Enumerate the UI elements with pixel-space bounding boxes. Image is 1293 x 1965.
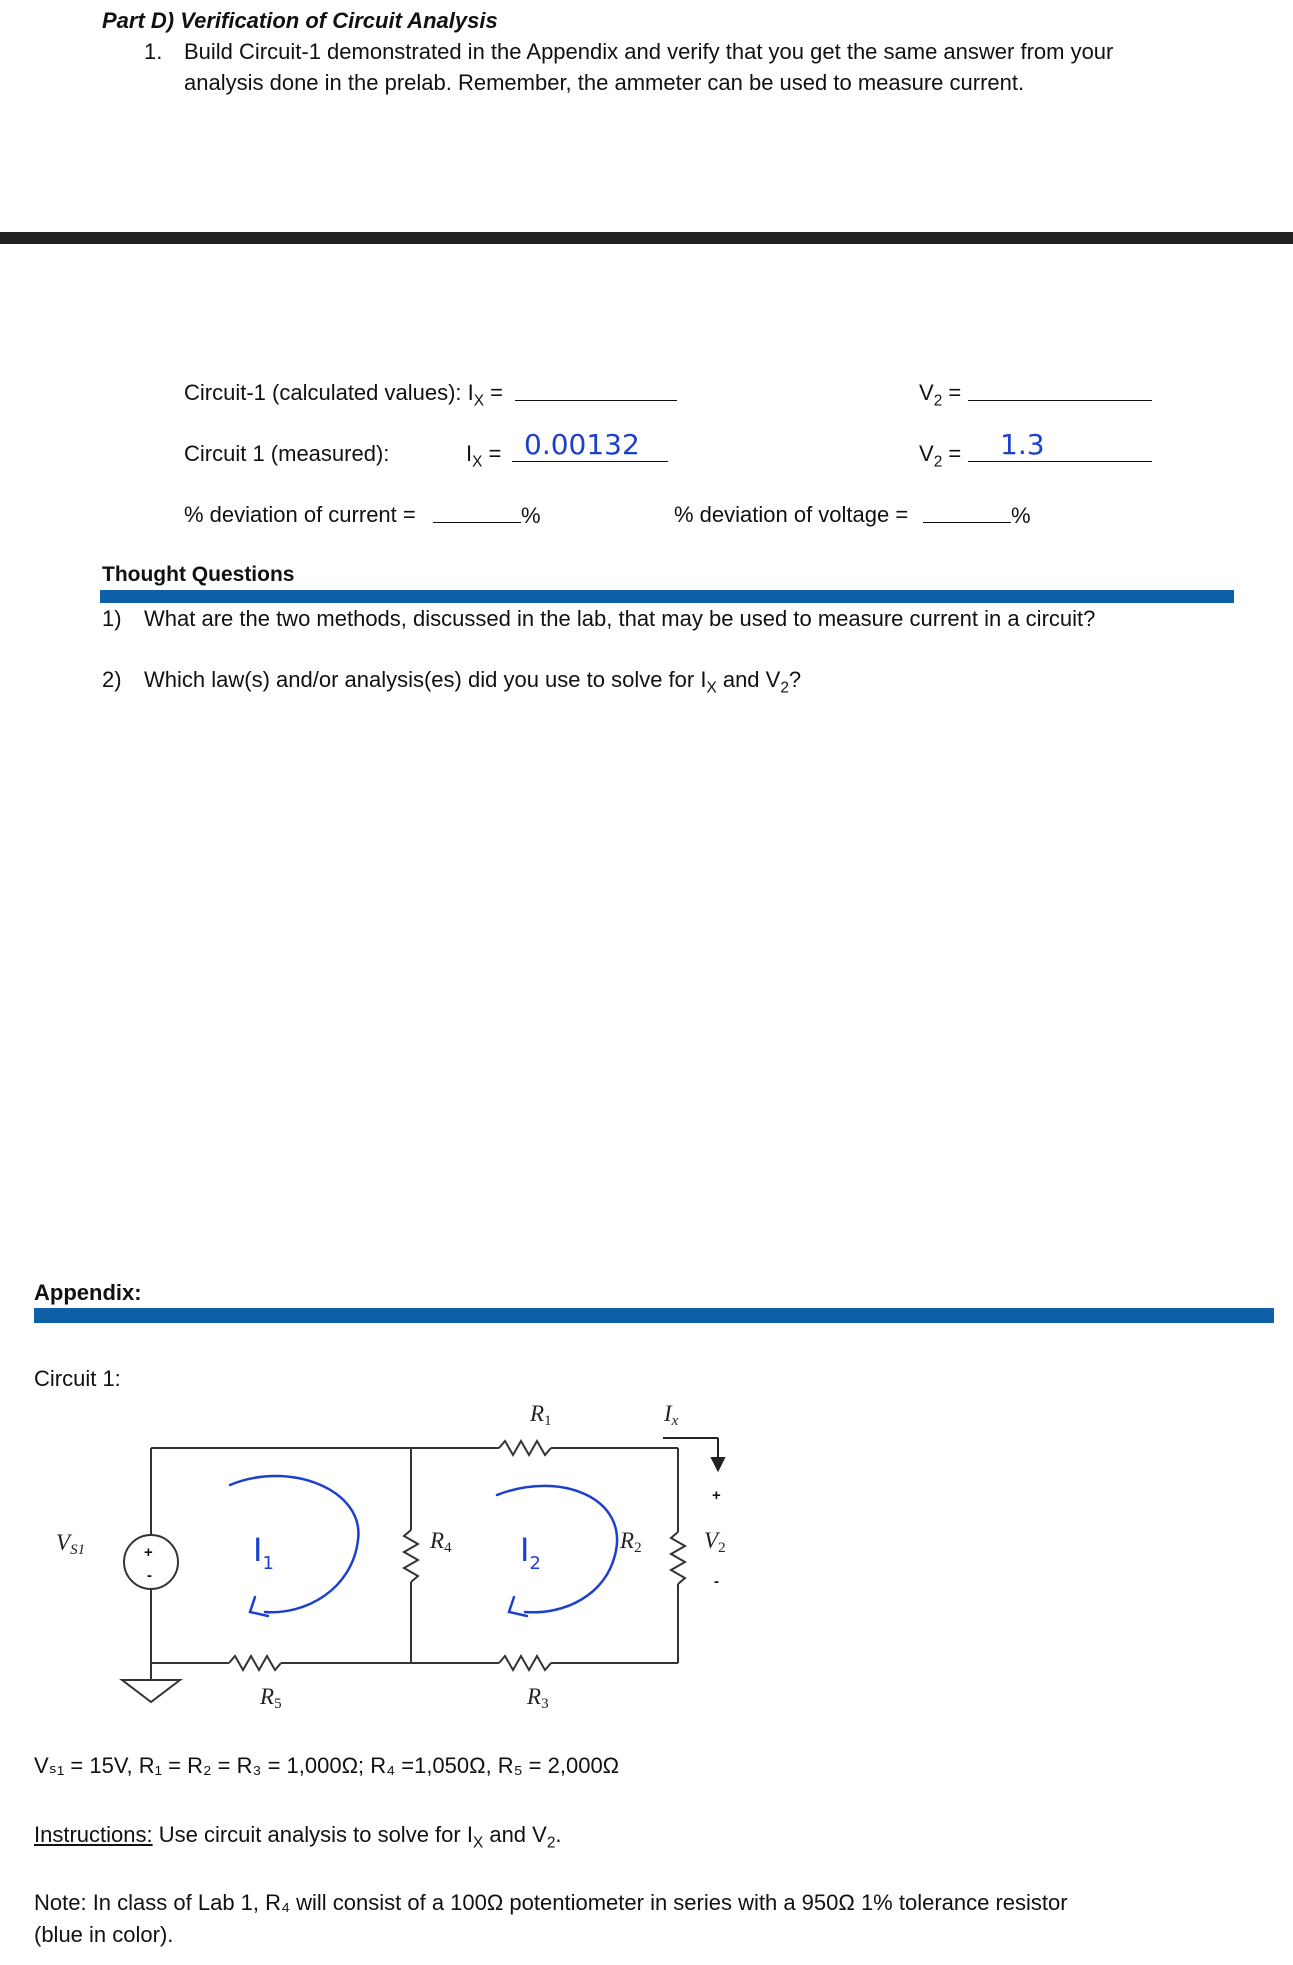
loop-i1-arrow bbox=[230, 1476, 358, 1612]
dev-voltage-label: % deviation of voltage = bbox=[674, 502, 909, 527]
r4-label: R4 bbox=[430, 1528, 452, 1556]
vs1-plus: + bbox=[144, 1544, 153, 1561]
meas-v2-label: $V_2$ = bbox=[919, 441, 962, 471]
q1-text: What are the two methods, discussed in the lab, that may be used to measure current in a circuit? bbox=[144, 606, 1096, 631]
meas-ix-label: $I_X$ = bbox=[466, 441, 502, 471]
circuit-values: Vₛ₁ = 15V, R₁ = R₂ = R₃ = 1,000Ω; R₄ =1,050Ω, R₅ = 2,000Ω bbox=[34, 1753, 620, 1778]
calc-label: Circuit-1 (calculated values): $I_X$ = bbox=[184, 380, 504, 410]
r2-resistor bbox=[671, 1532, 685, 1584]
meas-v2-value: 1.3 bbox=[1000, 428, 1045, 461]
vs1-minus: - bbox=[147, 1567, 152, 1584]
i2-hand-label: $I_2$ bbox=[520, 1531, 541, 1574]
circuit-label: Circuit 1: bbox=[34, 1366, 121, 1391]
meas-ix-field[interactable] bbox=[512, 428, 668, 467]
thought-divider bbox=[100, 590, 1234, 603]
item-text-line2: analysis done in the prelab. Remember, the ammeter can be used to measure current. bbox=[184, 70, 1025, 95]
v2-plus: + bbox=[712, 1487, 721, 1504]
instructions: Instructions: Use circuit analysis to solve for $I_X$ and $V_2$. bbox=[34, 1822, 562, 1852]
meas-label: Circuit 1 (measured): bbox=[184, 441, 390, 466]
meas-v2-field[interactable] bbox=[968, 428, 1152, 467]
dev-voltage-field[interactable]: % bbox=[923, 502, 1031, 529]
r3-label: R3 bbox=[527, 1684, 549, 1712]
vs1-label: VS1 bbox=[56, 1530, 86, 1558]
calc-v2-field[interactable] bbox=[968, 380, 1152, 406]
loop-i2-head bbox=[509, 1597, 527, 1616]
circuit-diagram bbox=[40, 1390, 760, 1720]
dev-current-field[interactable]: % bbox=[433, 502, 541, 529]
ix-arrow bbox=[663, 1438, 724, 1470]
section-divider bbox=[0, 232, 1293, 244]
r1-label: R1 bbox=[530, 1401, 552, 1429]
r5-resistor bbox=[229, 1656, 281, 1670]
calc-ix-field[interactable] bbox=[515, 380, 677, 406]
i1-hand-label: $I_1$ bbox=[253, 1531, 274, 1574]
r5-label: R5 bbox=[260, 1684, 282, 1712]
r4-resistor bbox=[404, 1530, 418, 1582]
dev-current-label: % deviation of current = bbox=[184, 502, 416, 527]
calc-v2-label: $V_2$ = bbox=[919, 380, 962, 410]
ix-label: Ix bbox=[664, 1401, 679, 1429]
meas-ix-value: 0.00132 bbox=[524, 428, 640, 461]
q1-number: 1) bbox=[102, 606, 122, 631]
q2-number: 2) bbox=[102, 667, 122, 692]
v2-label: V2 bbox=[704, 1528, 726, 1556]
thought-heading: Thought Questions bbox=[102, 563, 295, 586]
loop-i2-arrow bbox=[497, 1486, 617, 1612]
q2-text: Which law(s) and/or analysis(es) did you use to solve for $I_X$ and $V_2$? bbox=[144, 667, 802, 697]
note-line1: Note: In class of Lab 1, R₄ will consist of a 100Ω potentiometer in series with a 950Ω 1% tolerance resistor bbox=[34, 1890, 1068, 1915]
appendix-heading: Appendix: bbox=[34, 1280, 142, 1305]
appendix-divider bbox=[34, 1308, 1274, 1323]
part-d-title: Part D) Verification of Circuit Analysis bbox=[102, 8, 498, 33]
r1-resistor bbox=[499, 1441, 551, 1455]
r2-label: R2 bbox=[620, 1528, 642, 1556]
v2-minus: - bbox=[714, 1573, 719, 1590]
r3-resistor bbox=[499, 1656, 551, 1670]
note-line2: (blue in color). bbox=[34, 1922, 174, 1947]
item-text-line1: Build Circuit-1 demonstrated in the Appendix and verify that you get the same answer from your bbox=[184, 39, 1114, 64]
ground-symbol bbox=[122, 1680, 180, 1702]
item-number: 1. bbox=[144, 39, 163, 64]
